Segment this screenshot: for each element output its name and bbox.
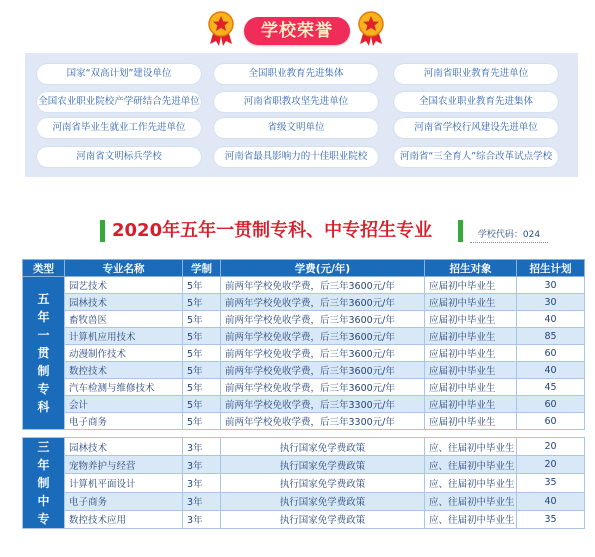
plan-cell: 30 — [517, 294, 585, 311]
plan-cell: 40 — [517, 311, 585, 328]
title-bar-right — [458, 220, 463, 242]
target-cell: 应、往届初中毕业生 — [425, 492, 517, 510]
header-type: 类型 — [23, 260, 65, 277]
target-cell: 应、往届初中毕业生 — [425, 474, 517, 492]
target-cell: 应、往届初中毕业生 — [425, 510, 517, 528]
honor-item: 全国农业职业教育先进集体 — [394, 92, 558, 112]
plan-cell: 35 — [517, 474, 585, 492]
type-cell-five-year: 五年一贯制专科 — [23, 277, 65, 430]
table-row — [23, 510, 585, 528]
major-cell: 数控技术 — [65, 362, 183, 379]
major-cell: 数控技术应用 — [65, 510, 183, 528]
recruit-title: 2020年五年一贯制专科、中专招生专业 — [112, 220, 433, 241]
table-row — [23, 396, 585, 413]
honor-item: 河南省学校行风建设先进单位 — [394, 118, 558, 138]
duration-cell: 3年 — [183, 474, 221, 492]
target-cell: 应届初中毕业生 — [425, 396, 517, 413]
target-cell: 应届初中毕业生 — [425, 277, 517, 294]
table-row — [23, 294, 585, 311]
tuition-cell: 前两年学校免收学费，后三年3600元/年 — [221, 345, 425, 362]
plan-cell: 20 — [517, 438, 585, 456]
honors-panel — [25, 53, 578, 177]
major-cell: 宠物养护与经营 — [65, 456, 183, 474]
table-row — [23, 474, 585, 492]
medal-icon — [206, 10, 236, 46]
duration-cell: 3年 — [183, 456, 221, 474]
plan-cell: 45 — [517, 379, 585, 396]
major-cell: 计算机平面设计 — [65, 474, 183, 492]
table-row — [23, 456, 585, 474]
plan-cell: 20 — [517, 456, 585, 474]
plan-cell: 35 — [517, 510, 585, 528]
type-cell-three-year: 三年制中专 — [23, 438, 65, 529]
tuition-cell: 执行国家免学费政策 — [221, 456, 425, 474]
duration-cell: 5年 — [183, 362, 221, 379]
medal-icon — [356, 10, 386, 46]
duration-cell: 5年 — [183, 311, 221, 328]
tuition-cell: 前两年学校免收学费，后三年3600元/年 — [221, 311, 425, 328]
honor-item: 河南省最具影响力的十佳职业院校 — [214, 147, 378, 167]
honor-item: 国家“双高计划”建设单位 — [37, 64, 201, 84]
major-cell: 电子商务 — [65, 413, 183, 430]
target-cell: 应届初中毕业生 — [425, 362, 517, 379]
major-cell: 汽车检测与维修技术 — [65, 379, 183, 396]
table-row — [23, 345, 585, 362]
honor-item: 全国农业职业院校产学研结合先进单位 — [37, 92, 201, 112]
plan-cell: 40 — [517, 362, 585, 379]
target-cell: 应届初中毕业生 — [425, 345, 517, 362]
major-cell: 畜牧兽医 — [65, 311, 183, 328]
tuition-cell: 前两年学校免收学费，后三年3600元/年 — [221, 294, 425, 311]
plan-cell: 60 — [517, 345, 585, 362]
duration-cell: 5年 — [183, 413, 221, 430]
target-cell: 应届初中毕业生 — [425, 294, 517, 311]
tuition-cell: 执行国家免学费政策 — [221, 510, 425, 528]
duration-cell: 3年 — [183, 492, 221, 510]
major-cell: 会计 — [65, 396, 183, 413]
target-cell: 应、往届初中毕业生 — [425, 438, 517, 456]
tuition-cell: 前两年学校免收学费，后三年3600元/年 — [221, 379, 425, 396]
duration-cell: 5年 — [183, 345, 221, 362]
table-row — [23, 277, 585, 294]
duration-cell: 5年 — [183, 396, 221, 413]
target-cell: 应届初中毕业生 — [425, 328, 517, 345]
table-row — [23, 438, 585, 456]
major-cell: 动漫制作技术 — [65, 345, 183, 362]
tuition-cell: 前两年学校免收学费，后三年3600元/年 — [221, 362, 425, 379]
table-spacer — [23, 430, 585, 438]
major-cell: 园林技术 — [65, 438, 183, 456]
duration-cell: 3年 — [183, 510, 221, 528]
tuition-cell: 执行国家免学费政策 — [221, 474, 425, 492]
honor-item: 河南省职教攻坚先进单位 — [214, 92, 378, 112]
honor-item: 省级文明单位 — [214, 118, 378, 138]
header-tuition: 学费(元/年) — [221, 260, 425, 277]
header-plan: 招生计划 — [517, 260, 585, 277]
table-row — [23, 379, 585, 396]
major-cell: 计算机应用技术 — [65, 328, 183, 345]
honor-item: 河南省毕业生就业工作先进单位 — [37, 118, 201, 138]
target-cell: 应届初中毕业生 — [425, 413, 517, 430]
honor-item: 河南省“三全育人”综合改革试点学校 — [394, 147, 558, 167]
table-row — [23, 362, 585, 379]
plan-cell: 85 — [517, 328, 585, 345]
duration-cell: 5年 — [183, 277, 221, 294]
tuition-cell: 执行国家免学费政策 — [221, 438, 425, 456]
tuition-cell: 前两年学校免收学费，后三年3300元/年 — [221, 413, 425, 430]
duration-cell: 5年 — [183, 328, 221, 345]
plan-cell: 30 — [517, 277, 585, 294]
tuition-cell: 执行国家免学费政策 — [221, 492, 425, 510]
table-header-row — [23, 260, 585, 277]
target-cell: 应、往届初中毕业生 — [425, 456, 517, 474]
honor-item: 河南省职业教育先进单位 — [394, 64, 558, 84]
major-cell: 电子商务 — [65, 492, 183, 510]
header-target: 招生对象 — [425, 260, 517, 277]
tuition-cell: 前两年学校免收学费，后三年3300元/年 — [221, 396, 425, 413]
plan-cell: 60 — [517, 413, 585, 430]
table-row — [23, 413, 585, 430]
header-duration: 学制 — [183, 260, 221, 277]
header-major: 专业名称 — [65, 260, 183, 277]
duration-cell: 5年 — [183, 294, 221, 311]
table-row — [23, 492, 585, 510]
duration-cell: 3年 — [183, 438, 221, 456]
target-cell: 应届初中毕业生 — [425, 379, 517, 396]
tuition-cell: 前两年学校免收学费，后三年3600元/年 — [221, 328, 425, 345]
tuition-cell: 前两年学校免收学费，后三年3600元/年 — [221, 277, 425, 294]
plan-cell: 60 — [517, 396, 585, 413]
table-row — [23, 311, 585, 328]
admissions-table — [22, 259, 585, 529]
plan-cell: 40 — [517, 492, 585, 510]
major-cell: 园林技术 — [65, 294, 183, 311]
honors-title: 学校荣誉 — [244, 17, 350, 45]
honor-item: 全国职业教育先进集体 — [214, 64, 378, 84]
recruit-title-block — [100, 217, 580, 249]
target-cell: 应届初中毕业生 — [425, 311, 517, 328]
honor-item: 河南省文明标兵学校 — [37, 147, 201, 167]
title-bar-left — [100, 220, 105, 242]
major-cell: 园艺技术 — [65, 277, 183, 294]
duration-cell: 5年 — [183, 379, 221, 396]
school-code: 学校代码：024 — [470, 227, 548, 243]
honors-header — [0, 10, 595, 46]
table-row — [23, 328, 585, 345]
